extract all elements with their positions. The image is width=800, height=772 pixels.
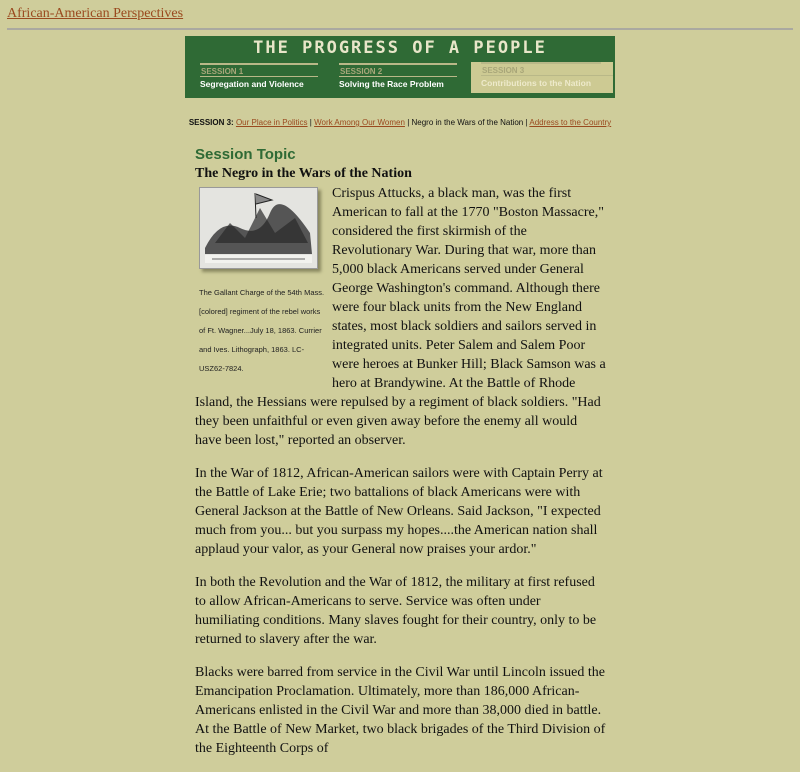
separator: | xyxy=(525,118,528,127)
session-1-tab[interactable] xyxy=(200,63,318,90)
link-our-place-in-politics[interactable]: Our Place in Politics xyxy=(235,118,308,127)
separator: | xyxy=(309,118,312,127)
african-american-perspectives-link[interactable]: African-American Perspectives xyxy=(7,6,184,21)
session-subnav xyxy=(0,118,800,127)
session-label: SESSION 3 xyxy=(481,66,613,76)
link-work-among-our-women[interactable]: Work Among Our Women xyxy=(314,118,405,127)
main-content xyxy=(195,146,607,772)
session-2-tab[interactable] xyxy=(339,63,457,90)
session-name: Segregation and Violence xyxy=(200,79,304,89)
link-address-to-the-country[interactable]: Address to the Country xyxy=(529,118,612,127)
session-label: SESSION 1 xyxy=(200,67,318,77)
page-title: The Negro in the Wars of the Nation xyxy=(195,166,412,181)
paragraph: In the War of 1812, African-American sailors were with Captain Perry at the Battle of Lake Erie; two battalions of black Americans were with General Jackson at the Battle of New Orleans. Said Jackson, "I expected much from you... but you surpass my hopes....the American nation shall applaud your valor, as your General now praises your ardor." xyxy=(195,466,603,557)
session-name: Contributions to the Nation xyxy=(481,78,592,88)
session-name: Solving the Race Problem xyxy=(339,79,444,89)
banner-title: THE PROGRESS OF A PEOPLE xyxy=(253,38,547,58)
paragraph: In both the Revolution and the War of 1812, the military at first refused to allow African-Americans to serve. Service was often under humiliating conditions. Many slaves fought for their country, only to be returned to slavery after the war. xyxy=(195,575,597,647)
figure-caption: The Gallant Charge of the 54th Mass. [colored] regiment of the rebel works of Ft. Wagner...July 18, 1863. Currier and Ives. Lithograph, 1863. LC-USZ62-7824. xyxy=(199,288,325,373)
session-3-tab[interactable] xyxy=(471,62,613,93)
banner xyxy=(185,36,615,98)
separator: | xyxy=(407,118,410,127)
lithograph-image[interactable] xyxy=(199,187,318,269)
subnav-prefix: SESSION 3: xyxy=(188,118,234,127)
divider xyxy=(7,28,793,30)
figure xyxy=(199,187,326,378)
current-page: Negro in the Wars of the Nation xyxy=(411,118,524,127)
section-heading: Session Topic xyxy=(195,146,296,163)
paragraph: Crispus Attucks, a black man, was the first American to fall at the 1770 "Boston Massacre," considered the first skirmish of the Revolutionary War. During that war, more than 5,000 black Americans served under General George Washington's command. Although there were four black units from the New England states, most black soldiers and sailors served in integrated units. Peter Salem and Salem Poor were heroes at Bunker Hill; Black Samson was a hero at Brandywine. At the Battle of Rhode Island, the Hessians were repulsed by a regiment of black soldiers. "Had they been unfaithful or even given away before the enemy all would have been lost," reported an observer. xyxy=(195,186,606,448)
session-label: SESSION 2 xyxy=(339,67,457,77)
paragraph: Blacks were barred from service in the Civil War until Lincoln issued the Emancipation Proclamation. Ultimately, more than 186,000 African-Americans enlisted in the Civil War and more than 38,000 died in battle. At the Battle of New Market, two black brigades of the Third Division of the Eighteenth Corps of xyxy=(195,665,606,756)
